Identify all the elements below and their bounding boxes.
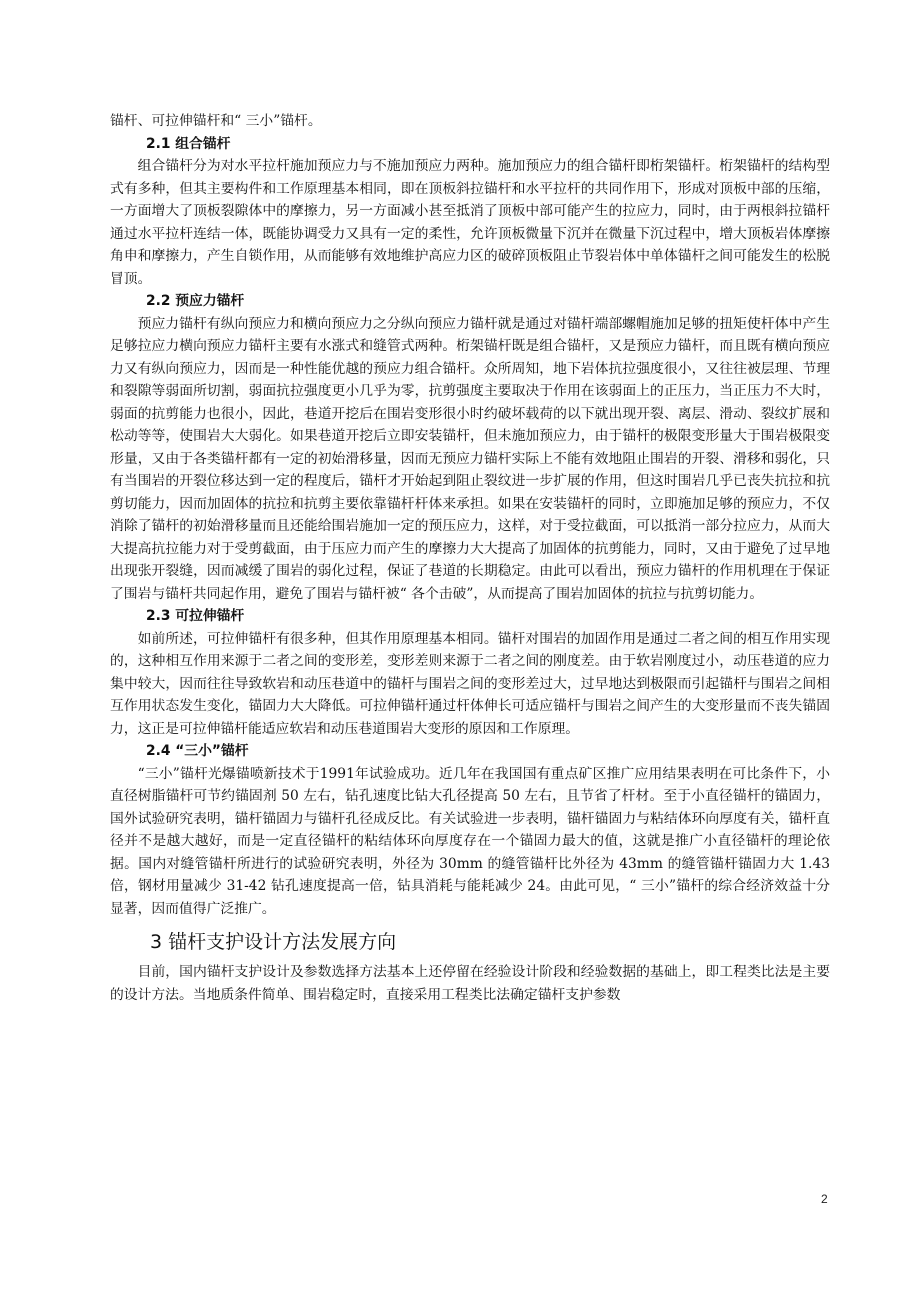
section-2-3-body: 如前所述，可拉伸锚杆有很多种，但其作用原理基本相同。锚杆对围岩的加固作用是通过二者之间的相互作用实现的，这种相互作用来源于二者之间的变形差，变形差则来源于二者之间的刚度差。由于软岩刚度过小，动压巷道的应力集中较大，因而往往导致软岩和动压巷道中的锚杆与围岩之间的变形差过大，过早地达到极限而引起锚杆与围岩之间相互作用状态发生变化，锚固力大大降低。可拉伸锚杆通过杆体伸长可适应锚杆与围岩之间产生的大变形量而不丧失锚固力，这正是可拉伸锚杆能适应软岩和动压巷道围岩大变形的原因和工作原理。 <box>110 630 830 737</box>
section-2-4-heading: 2.4 “三小”锚杆 <box>146 743 249 759</box>
section-2-4-body: “三小”锚杆光爆锚喷新技术于1991年试验成功。近几年在我国国有重点矿区推广应用结果表明在可比条件下，小直径树脂锚杆可节约锚固剂 50 左右，钻孔速度比钻大孔径提高 50 左右，且节省了杆材。至于小直径锚杆的锚固力，国外试验研究表明，锚杆锚固力与锚杆孔径成反比。有关试验进一步表明，锚杆锚固力与粘结体环向厚度有关，锚杆直径并不是越大越好，而是一定直径锚杆的粘结体环向厚度存在一个锚固力最大的值，这就是推广小直径锚杆的理论依据。国内对缝管锚杆所进行的试验研究表明，外径为 30mm 的缝管锚杆比外径为 43mm 的缝管锚杆锚固力大 1.43 倍，钢材用量减少 31-42 钻孔速度提高一倍，钻具消耗与能耗减少 24。由此可见，“ 三小”锚杆的综合经济效益十分显著，因而值得广泛推广。 <box>110 765 830 917</box>
section-2-1-body: 组合锚杆分为对水平拉杆施加预应力与不施加预应力两种。施加预应力的组合锚杆即桁架锚杆。桁架锚杆的结构型式有多种，但其主要构件和工作原理基本相同，即在顶板斜拉锚杆和水平拉杆的共同作用下，形成对顶板中部的压缩，一方面增大了顶板裂隙体中的摩擦力，另一方面减小甚至抵消了顶板中部可能产生的拉应力，同时，由于两根斜拉锚杆通过水平拉杆连结一体，既能协调受力又具有一定的柔性，允许顶板微量下沉并在微量下沉过程中，增大顶板岩体摩擦角申和摩擦力，产生自锁作用，从而能够有效地维护高应力区的破碎顶板阻止节裂岩体中单体锚杆之间可能发生的松脱冒顶。 <box>110 158 830 287</box>
intro-line: 锚杆、可拉伸锚杆和“ 三小”锚杆。 <box>110 113 322 129</box>
section-3-heading: 3 锚杆支护设计方法发展方向 <box>150 931 397 953</box>
page-number: 2 <box>821 1192 828 1206</box>
section-2-2-body: 预应力锚杆有纵向预应力和横向预应力之分纵向预应力锚杆就是通过对锚杆端部螺帽施加足够的扭矩使杆体中产生足够拉应力横向预应力锚杆主要有水涨式和缝管式两种。桁架锚杆既是组合锚杆，又是预应力锚杆，而且既有横向预应力又有纵向预应力，因而是一种性能优越的预应力组合锚杆。众所周知，地下岩体抗拉强度很小，又往往被层理、节理和裂隙等弱面所切割，弱面抗拉强度更小几乎为零，抗剪强度主要取决于作用在该弱面上的正压力，当正压力不大时，弱面的抗剪能力也很小，因此，巷道开挖后在围岩变形很小时约破坏载荷的以下就出现开裂、离层、滑动、裂纹扩展和松动等等，使围岩大大弱化。如果巷道开挖后立即安装锚杆，但未施加预应力，由于锚杆的极限变形量大于围岩极限变形量，又由于各类锚杆都有一定的初始滑移量，因而无预应力锚杆实际上不能有效地阻止围岩的开裂、滑移和弱化，只有当围岩的开裂位移达到一定的程度后，锚杆才开始起到阻止裂纹进一步扩展的作用，但这时围岩几乎已丧失抗拉和抗剪切能力，因而加固体的抗拉和抗剪主要依靠锚杆杆体来承担。如果在安装锚杆的同时，立即施加足够的预应力，不仅消除了锚杆的初始滑移量而且还能给围岩施加一定的预压应力，这样，对于受拉截面，可以抵消一部分拉应力，从而大大提高抗拉能力对于受剪截面，由于压应力而产生的摩擦力大大提高了加固体的抗剪能力，同时，又由于避免了过早地出现张开裂缝，因而减缓了围岩的弱化过程，保证了巷道的长期稳定。由此可以看出，预应力锚杆的作用机理在于保证了围岩与锚杆共同起作用，避免了围岩与锚杆被“ 各个击破”，从而提高了围岩加固体的抗拉与抗剪切能力。 <box>110 315 830 602</box>
section-2-2-heading: 2.2 预应力锚杆 <box>146 293 245 309</box>
section-2-1-heading: 2.1 组合锚杆 <box>146 135 231 152</box>
document-page <box>110 110 830 1006</box>
section-2-3-heading: 2.3 可拉伸锚杆 <box>146 608 245 624</box>
section-3-body: 目前，国内锚杆支护设计及参数选择方法基本上还停留在经验设计阶段和经验数据的基础上，即工程类比法是主要的设计方法。当地质条件简单、围岩稳定时，直接采用工程类比法确定锚杆支护参数 <box>110 964 830 1003</box>
